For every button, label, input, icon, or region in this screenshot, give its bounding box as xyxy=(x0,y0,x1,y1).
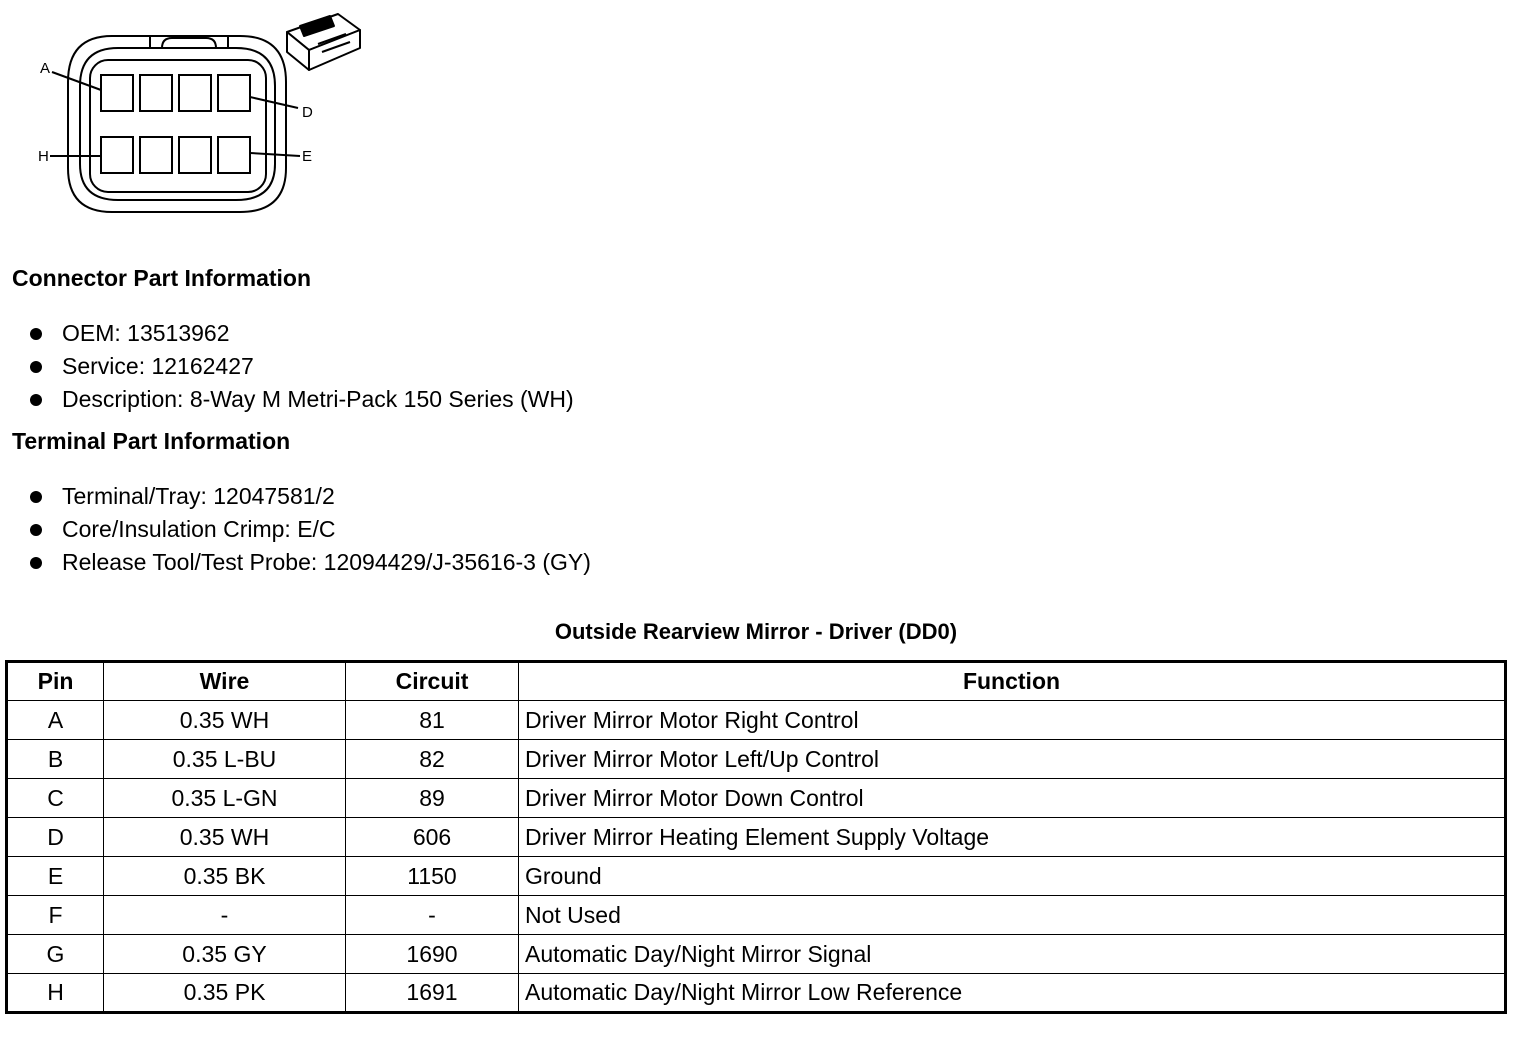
wire-cell: 0.35 GY xyxy=(104,935,346,974)
pin-cell: H xyxy=(7,974,104,1013)
pin-callout-e: E xyxy=(302,148,313,165)
terminal-cavity xyxy=(101,137,133,173)
function-cell: Driver Mirror Motor Left/Up Control xyxy=(519,740,1506,779)
wire-cell: 0.35 WH xyxy=(104,701,346,740)
pin-cell: D xyxy=(7,818,104,857)
pin-cell: E xyxy=(7,857,104,896)
table-row xyxy=(7,818,1506,857)
circuit-cell: - xyxy=(346,896,519,935)
connector-inner-housing xyxy=(80,48,275,200)
pin-callout-a: A xyxy=(40,60,51,77)
list-item: OEM: 13513962 xyxy=(30,317,574,350)
terminal-cavity xyxy=(140,75,172,111)
wire-cell: 0.35 WH xyxy=(104,818,346,857)
pin-cell: F xyxy=(7,896,104,935)
terminal-cavity xyxy=(140,137,172,173)
table-row xyxy=(7,935,1506,974)
wire-cell: 0.35 L-BU xyxy=(104,740,346,779)
table-title: Outside Rearview Mirror - Driver (DD0) xyxy=(554,619,958,644)
circuit-cell: 81 xyxy=(346,701,519,740)
function-cell: Driver Mirror Heating Element Supply Voltage xyxy=(519,818,1506,857)
list-item: Release Tool/Test Probe: 12094429/J-35616-3 (GY) xyxy=(30,546,591,579)
column-header-wire: Wire xyxy=(104,662,346,701)
terminal-cavity xyxy=(179,75,211,111)
table-row xyxy=(7,779,1506,818)
list-item: Core/Insulation Crimp: E/C xyxy=(30,513,591,546)
leader-line-a xyxy=(52,72,101,90)
pin-cell: C xyxy=(7,779,104,818)
column-header-pin: Pin xyxy=(7,662,104,701)
table-row xyxy=(7,857,1506,896)
circuit-cell: 1150 xyxy=(346,857,519,896)
connector-info-heading: Connector Part Information xyxy=(12,265,312,291)
terminal-info-list xyxy=(30,480,591,579)
circuit-cell: 89 xyxy=(346,779,519,818)
terminal-cavity xyxy=(218,137,250,173)
pinout-table xyxy=(5,660,1507,1014)
wire-cell: - xyxy=(104,896,346,935)
terminal-info-heading: Terminal Part Information xyxy=(12,428,291,454)
function-cell: Not Used xyxy=(519,896,1506,935)
circuit-cell: 1690 xyxy=(346,935,519,974)
function-cell: Automatic Day/Night Mirror Low Reference xyxy=(519,974,1506,1013)
wire-cell: 0.35 PK xyxy=(104,974,346,1013)
table-row xyxy=(7,740,1506,779)
connector-diagram xyxy=(0,0,380,225)
wire-cell: 0.35 L-GN xyxy=(104,779,346,818)
terminal-cavity xyxy=(101,75,133,111)
table-row xyxy=(7,701,1506,740)
function-cell: Ground xyxy=(519,857,1506,896)
terminal-cavity xyxy=(218,75,250,111)
table-row xyxy=(7,974,1506,1013)
circuit-cell: 82 xyxy=(346,740,519,779)
function-cell: Driver Mirror Motor Down Control xyxy=(519,779,1506,818)
connector-latch xyxy=(150,36,228,48)
pin-cell: G xyxy=(7,935,104,974)
table-row xyxy=(7,896,1506,935)
pin-callout-d: D xyxy=(302,104,313,121)
pin-cell: A xyxy=(7,701,104,740)
function-cell: Automatic Day/Night Mirror Signal xyxy=(519,935,1506,974)
table-header-row xyxy=(7,662,1506,701)
wire-cell: 0.35 BK xyxy=(104,857,346,896)
circuit-cell: 606 xyxy=(346,818,519,857)
terminal-cavity xyxy=(179,137,211,173)
circuit-cell: 1691 xyxy=(346,974,519,1013)
function-cell: Driver Mirror Motor Right Control xyxy=(519,701,1506,740)
column-header-function: Function xyxy=(519,662,1506,701)
pin-callout-h: H xyxy=(38,148,49,165)
connector-3d-icon xyxy=(287,14,360,70)
column-header-circuit: Circuit xyxy=(346,662,519,701)
list-item: Description: 8-Way M Metri-Pack 150 Series (WH) xyxy=(30,383,574,416)
list-item: Terminal/Tray: 12047581/2 xyxy=(30,480,591,513)
list-item: Service: 12162427 xyxy=(30,350,574,383)
connector-info-list xyxy=(30,317,574,416)
pin-cell: B xyxy=(7,740,104,779)
